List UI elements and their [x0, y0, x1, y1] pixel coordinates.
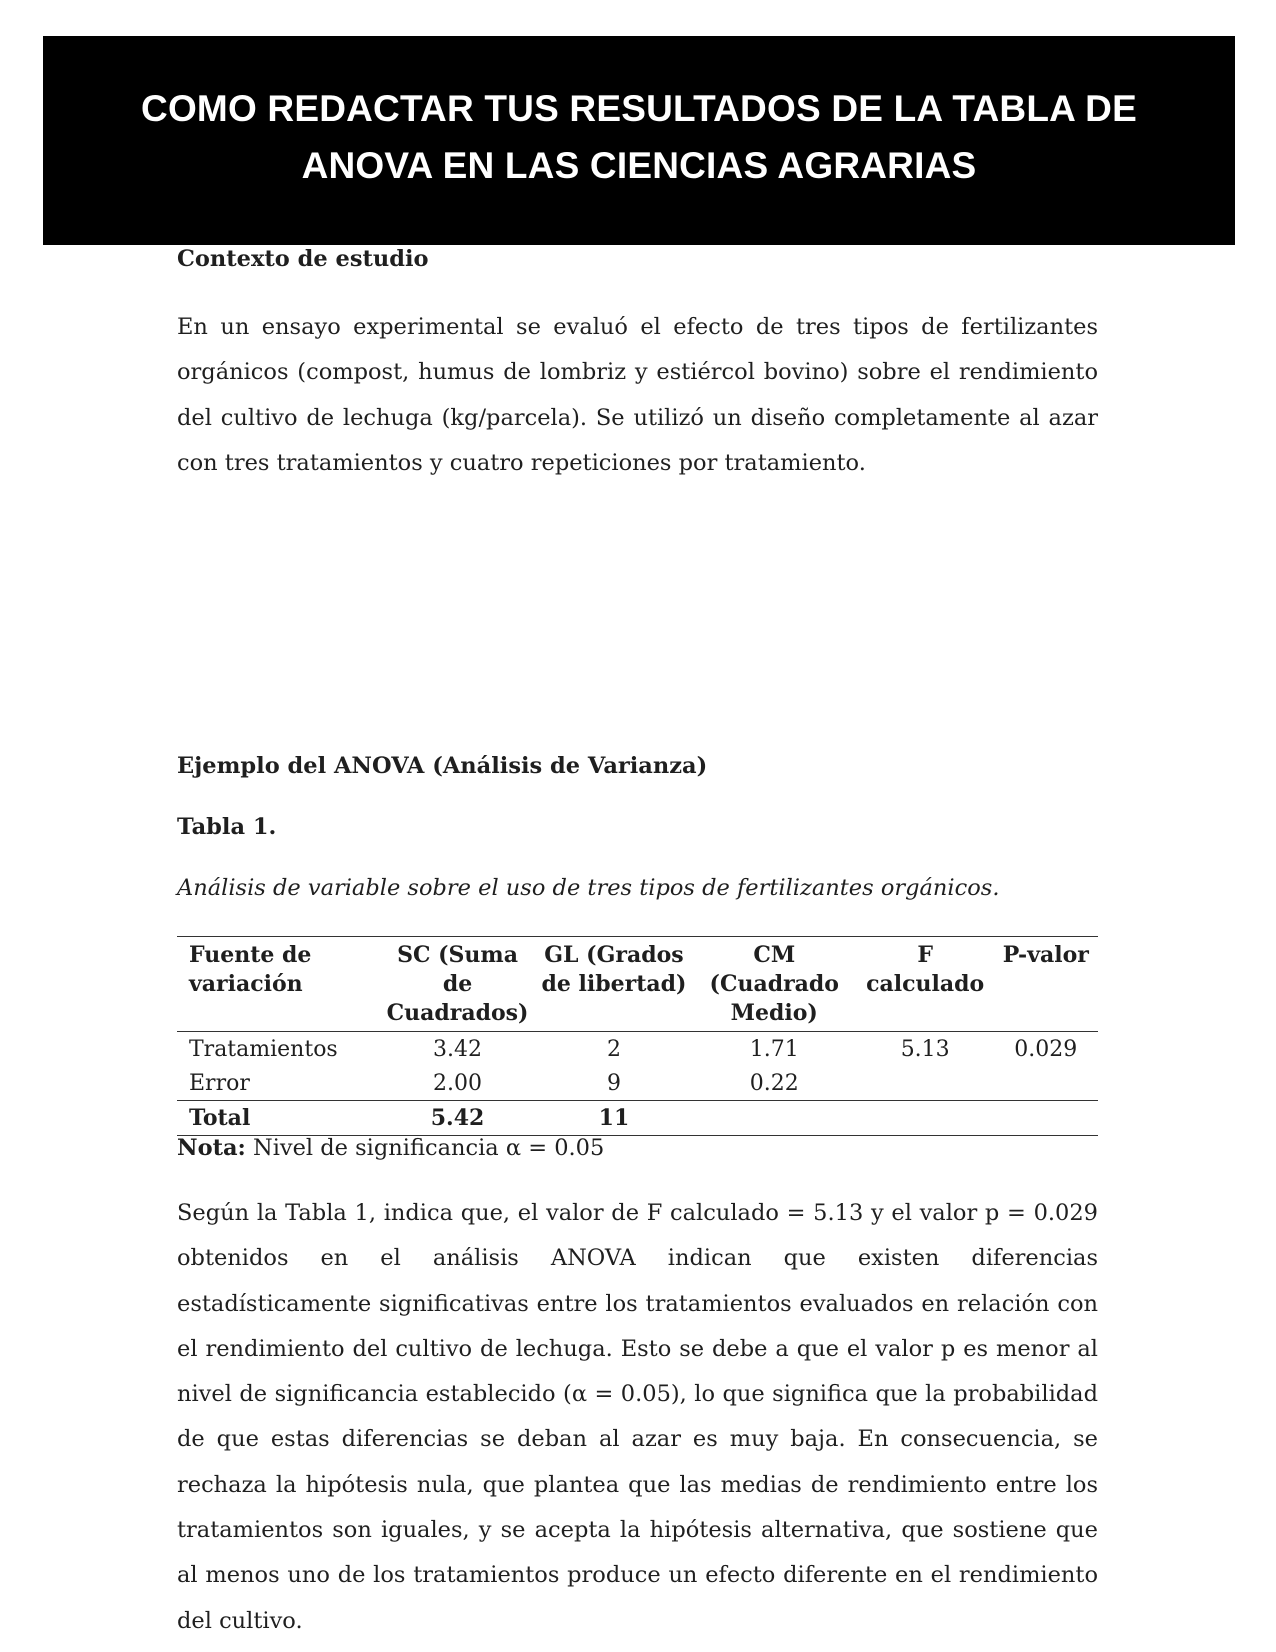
total-sc: 5.42	[379, 1101, 536, 1136]
title-line-2: ANOVA EN LAS CIENCIAS AGRARIAS	[301, 145, 977, 186]
cell-sc: 2.00	[433, 1071, 483, 1096]
context-paragraph: En un ensayo experimental se evaluó el efecto de tres tipos de fertilizantes orgánicos (compost, humus de lombriz y estiércol bovino) sobre el rendimiento del cultivo de lechuga (kg/parcela). Se utilizó un diseño completamente al azar con tres tratamientos y cuatro repeticiones por tratamiento.	[177, 314, 1098, 476]
header-fuente: Fuente de variación	[177, 937, 379, 1032]
cell-f: 5.13	[900, 1037, 950, 1062]
results-paragraph: Según la Tabla 1, indica que, el valor de F calculado = 5.13 y el valor p = 0.029 obtenidos en el análisis ANOVA indican que existen diferencias estadísticamente significativas entre los tratamientos evaluados en relación con el rendimiento del cultivo de lechuga. Esto se debe a que el valor p es menor al nivel de significancia establecido (α = 0.05), lo que significa que la probabilidad de que estas diferencias se deban al azar es muy baja. En consecuencia, se rechaza la hipótesis nula, que plantea que las medias de rendimiento entre los tratamientos son iguales, y se acepta la hipótesis alternativa, que sostiene que al menos uno de los tratamientos produce un efecto diferente en el rendimiento del cultivo.	[177, 1200, 1098, 1634]
header-sc: SC (Suma de Cuadrados)	[379, 937, 536, 1032]
context-heading: Contexto de estudio	[177, 246, 429, 272]
total-label: Total	[177, 1101, 379, 1136]
cell-p	[994, 1066, 1098, 1101]
cell-p: 0.029	[1014, 1037, 1078, 1062]
table-note	[177, 1133, 604, 1163]
note-label: Nota:	[177, 1135, 246, 1161]
note-text: Nivel de significancia α = 0.05	[245, 1135, 605, 1161]
total-gl: 11	[536, 1101, 692, 1136]
cell-f	[857, 1066, 994, 1101]
cell-cm: 0.22	[749, 1071, 799, 1096]
table-row	[177, 1066, 1098, 1101]
cell-cm: 1.71	[749, 1037, 799, 1062]
table-caption: Análisis de variable sobre el uso de tres tipos de fertilizantes orgánicos.	[177, 875, 1000, 901]
header-f: F calculado	[857, 937, 994, 1032]
total-f	[857, 1101, 994, 1136]
cell-sc: 3.42	[433, 1037, 483, 1062]
title-banner	[43, 36, 1235, 245]
header-cm: CM (Cuadrado Medio)	[692, 937, 857, 1032]
cell-fuente: Error	[189, 1071, 250, 1096]
total-p	[994, 1101, 1098, 1136]
table-row	[177, 1032, 1098, 1067]
table-label: Tabla 1.	[177, 814, 277, 840]
total-cm	[692, 1101, 857, 1136]
table-total-row	[177, 1101, 1098, 1136]
anova-example-heading: Ejemplo del ANOVA (Análisis de Varianza)	[177, 753, 708, 779]
cell-gl: 2	[606, 1037, 621, 1062]
anova-table	[177, 936, 1098, 1136]
table-header-row	[177, 937, 1098, 1032]
header-gl: GL (Grados de libertad)	[536, 937, 692, 1032]
header-p: P-valor	[994, 937, 1098, 1032]
cell-fuente: Tratamientos	[189, 1037, 338, 1062]
cell-gl: 9	[606, 1071, 621, 1096]
title-line-1: COMO REDACTAR TUS RESULTADOS DE LA TABLA DE	[141, 88, 1137, 129]
